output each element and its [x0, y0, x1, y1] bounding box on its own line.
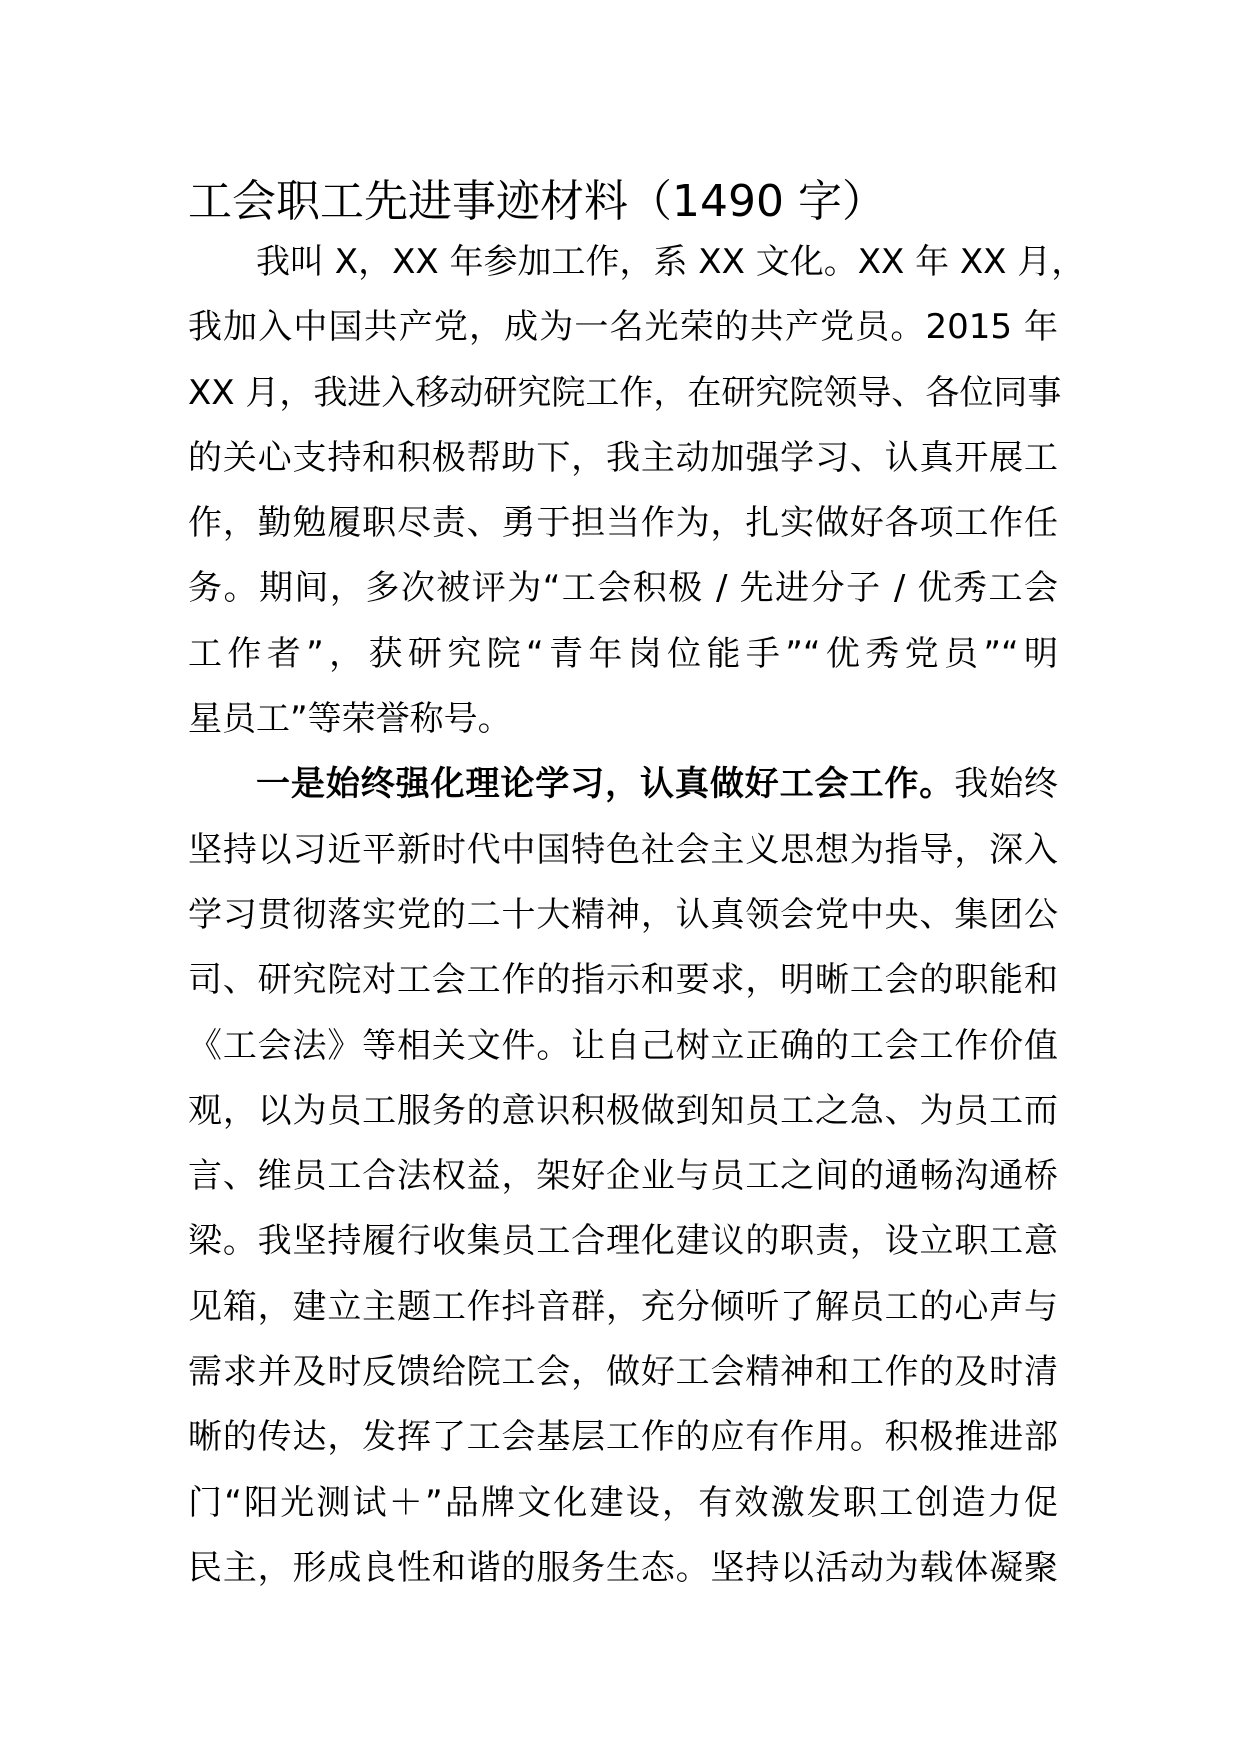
- text-line: [188, 752, 1058, 817]
- paragraph-intro: [188, 230, 1086, 752]
- text-line: 学习贯彻落实党的二十大精神，认真领会党中央、集团公: [188, 894, 1058, 935]
- text-line: 梁。我坚持履行收集员工合理化建议的职责，设立职工意: [188, 1221, 1058, 1262]
- text-line: 言、维员工合法权益，架好企业与员工之间的通畅沟通桥: [188, 1156, 1058, 1197]
- text-line: 务。期间，多次被评为“工会积极 / 先进分子 / 优秀工会: [188, 568, 1058, 609]
- text-line: 司、研究院对工会工作的指示和要求，明晰工会的职能和: [188, 960, 1058, 1001]
- text-line: 的关心支持和积极帮助下，我主动加强学习、认真开展工: [188, 437, 1058, 478]
- text-line: 作，勤勉履职尽责、勇于担当作为，扎实做好各项工作任: [188, 503, 1058, 544]
- section-heading: 一是始终强化理论学习，认真做好工会工作。: [256, 764, 955, 805]
- text-line: 见箱，建立主题工作抖音群，充分倾听了解员工的心声与: [188, 1286, 1058, 1327]
- text-run: 我始终: [954, 764, 1059, 805]
- document-body: [188, 230, 1086, 1601]
- text-line: 观，以为员工服务的意识积极做到知员工之急、为员工而: [188, 1090, 1058, 1131]
- text-line: 我加入中国共产党，成为一名光荣的共产党员。2015 年: [188, 307, 1058, 348]
- text-line: 门“阳光测试＋”品牌文化建设，有效激发职工创造力促: [188, 1482, 1058, 1523]
- text-line: XX 月，我进入移动研究院工作，在研究院领导、各位同事: [188, 372, 1062, 413]
- text-line: 民主，形成良性和谐的服务生态。坚持以活动为载体凝聚: [188, 1547, 1058, 1588]
- text-line: 需求并及时反馈给院工会，做好工会精神和工作的及时清: [188, 1352, 1058, 1393]
- document-title: 工会职工先进事迹材料（1490 字）: [188, 176, 886, 227]
- paragraph-theory-study: [188, 752, 1058, 1601]
- text-line: 工作者”，获研究院“青年岗位能手”“优秀党员”“明: [188, 633, 1058, 674]
- text-line: 《工会法》等相关文件。让自己树立正确的工会工作价值: [188, 1025, 1058, 1066]
- text-line: 星员工”等荣誉称号。: [188, 699, 512, 740]
- text-line: 晰的传达，发挥了工会基层工作的应有作用。积极推进部: [188, 1417, 1058, 1458]
- text-line: 坚持以习近平新时代中国特色社会主义思想为指导，深入: [188, 829, 1058, 870]
- text-line: 我叫 X，XX 年参加工作，系 XX 文化。XX 年 XX 月，: [256, 242, 1086, 282]
